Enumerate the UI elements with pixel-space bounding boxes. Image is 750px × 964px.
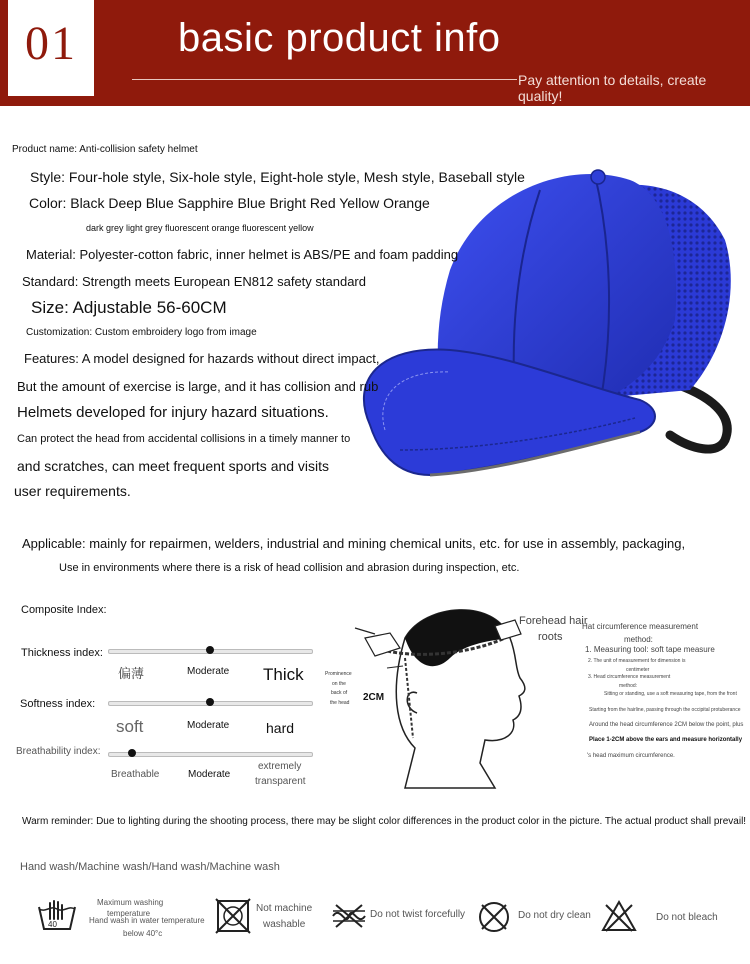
softness-mid: Moderate: [187, 720, 230, 731]
breathability-low: Breathable: [111, 769, 160, 780]
page-title: basic product info: [178, 16, 501, 60]
max-temp-2: temperature: [107, 909, 151, 918]
thickness-high: Thick: [263, 665, 304, 684]
product-size: Size: Adjustable 56-60CM: [31, 298, 227, 317]
hand-wash-2: below 40°c: [123, 929, 163, 938]
product-color: Color: Black Deep Blue Sapphire Blue Bright Red Yellow Orange: [29, 195, 430, 211]
no-twist-icon: [330, 903, 368, 929]
section-number: 01: [25, 17, 77, 70]
softness-low: soft: [116, 717, 144, 736]
method-1: 1. Measuring tool: soft tape measure: [585, 645, 715, 654]
no-twist-label: Do not twist forcefully: [370, 909, 466, 920]
wash-title: Hand wash/Machine wash/Hand wash/Machine wash: [20, 861, 280, 873]
prominence-1: Prominence: [325, 671, 352, 677]
thickness-label: Thickness index:: [21, 647, 103, 659]
product-style: Style: Four-hole style, Six-hole style, Eight-hole style, Mesh style, Baseball style: [30, 169, 525, 185]
breathability-high-1: extremely: [258, 761, 302, 772]
prominence-4: the head: [330, 700, 350, 706]
no-dry-clean-label: Do not dry clean: [518, 910, 591, 921]
method-8: 's head maximum circumference.: [587, 753, 675, 759]
softness-indicator: [206, 698, 214, 706]
thickness-indicator: [206, 646, 214, 654]
section-number-box: [8, 0, 94, 96]
product-material: Material: Polyester-cotton fabric, inner helmet is ABS/PE and foam padding: [26, 247, 459, 262]
breathability-high-2: transparent: [255, 776, 306, 787]
method-6: Around the head circumference 2CM below the point, plus: [589, 722, 744, 728]
product-features-5: and scratches, can meet frequent sports and visits: [17, 458, 330, 474]
product-standard: Standard: Strength meets European EN812 safety standard: [22, 274, 366, 289]
warm-reminder: Warm reminder: Due to lighting during the shooting process, there may be slight color differences in the product color in the picture. The actual product shall prevail!: [22, 816, 747, 827]
no-bleach-label: Do not bleach: [656, 912, 718, 923]
header-divider: [132, 79, 517, 80]
header-tagline: Pay attention to details, create quality!: [518, 72, 707, 104]
method-2b: centimeter: [626, 667, 650, 673]
method-4: Sitting or standing, use a soft measuring tape, from the front: [604, 691, 737, 697]
no-machine-2: washable: [263, 919, 306, 930]
two-cm-label: 2CM: [363, 692, 385, 703]
product-features-1: Features: A model designed for hazards without direct impact,: [24, 351, 380, 366]
thickness-mid: Moderate: [187, 666, 230, 677]
prominence-3: back of: [331, 690, 348, 696]
applicable-line-2: Use in environments where there is a risk of head collision and abrasion during inspection, etc.: [59, 562, 520, 574]
product-name: Product name: Anti-collision safety helmet: [12, 144, 198, 155]
thickness-low: 偏薄: [118, 666, 145, 681]
no-machine-1: Not machine: [256, 903, 313, 914]
product-color-extra: dark grey light grey fluorescent orange fluorescent yellow: [86, 223, 314, 233]
no-machine-wash-icon: [215, 898, 251, 934]
wash-temp: 40: [48, 920, 57, 929]
product-features-2: But the amount of exercise is large, and it has collision and rub: [17, 379, 379, 394]
hat-method-title-1: Hat circumference measurement: [582, 622, 699, 631]
forehead-label-1: Forehead hair: [519, 615, 588, 627]
hat-method-title-2: method:: [624, 635, 653, 644]
hand-wash-1: Hand wash in water temperature: [89, 916, 205, 925]
forehead-label-2: roots: [538, 631, 563, 643]
hand-wash-icon: [36, 899, 78, 933]
no-dry-clean-icon: [476, 899, 512, 935]
product-features-4: Can protect the head from accidental collisions in a timely manner to: [17, 433, 351, 445]
method-5: Starting from the hairline, passing through the occipital protuberance: [589, 707, 741, 713]
no-bleach-icon: [600, 899, 638, 933]
composite-index-title: Composite Index:: [21, 604, 107, 616]
max-temp-1: Maximum washing: [97, 898, 164, 907]
method-7: Place 1-2CM above the ears and measure horizontally: [589, 737, 743, 743]
prominence-2: on the: [332, 681, 346, 687]
method-3b: method:: [619, 683, 638, 689]
breathability-mid: Moderate: [188, 769, 231, 780]
softness-high: hard: [266, 720, 295, 736]
method-2: 2. The unit of measurement for dimension is: [588, 658, 686, 664]
softness-label: Softness index:: [20, 698, 96, 710]
product-features-3: Helmets developed for injury hazard situations.: [17, 404, 329, 421]
method-3: 3. Head circumference measurement: [588, 674, 671, 680]
breathability-label: Breathability index:: [16, 746, 101, 757]
applicable-line-1: Applicable: mainly for repairmen, welders, industrial and mining chemical units, etc. for use in assembly, packaging,: [22, 536, 686, 551]
breathability-track: [108, 752, 313, 757]
product-features-6: user requirements.: [14, 483, 131, 499]
product-customization: Customization: Custom embroidery logo from image: [26, 327, 257, 338]
